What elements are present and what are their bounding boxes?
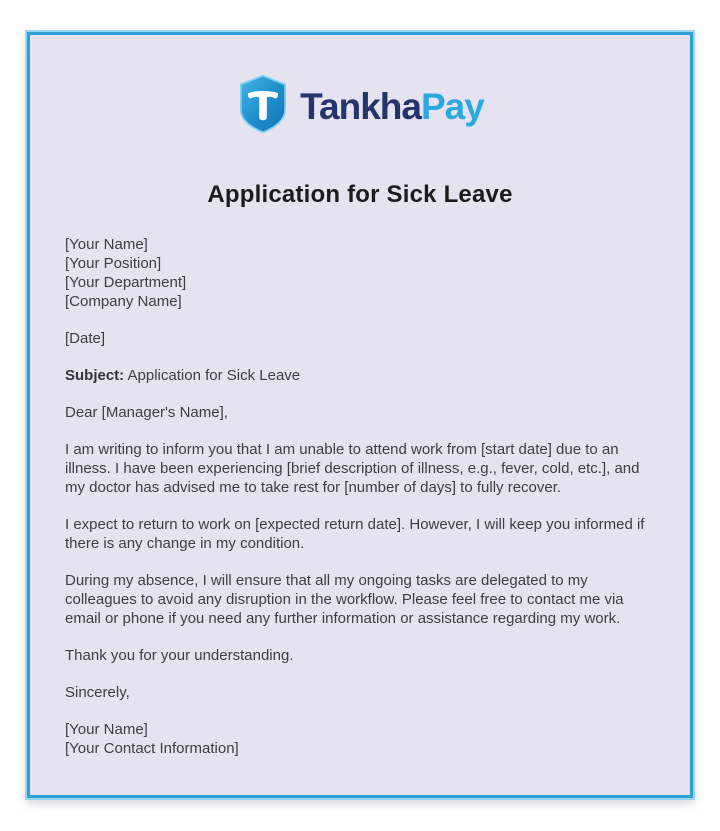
paragraph-1: I am writing to inform you that I am unable to attend work from [start date] due to an illness. I have been experiencing [brief description of illness, e.g., fever, cold, etc.], and my doctor has advised me to take rest for [number of days] to fully recover. [65,441,640,496]
date-line: [Date] [65,330,106,347]
signature-name: [Your Name] [65,721,148,738]
letter-body [65,235,655,758]
paragraph-2: I expect to return to work on [expected return date]. However, I will keep you informed if there is any change in my condition. [65,516,645,552]
sender-position: [Your Position] [65,255,162,272]
paragraph-3: During my absence, I will ensure that all my ongoing tasks are delegated to my colleagues to avoid any disruption in the workflow. Please feel free to contact me via email or phone if you need any further information or assistance regarding my work. [65,572,624,627]
subject-text: Application for Sick Leave [124,367,301,384]
brand-logo [65,73,655,135]
brand-wordmark [300,84,484,125]
signature-block [65,720,655,758]
closing-signoff: Sincerely, [65,684,130,701]
letter-card [27,32,693,798]
signature-contact: [Your Contact Information] [65,740,239,757]
sender-department: [Your Department] [65,274,187,291]
shield-t-icon [236,73,290,135]
subject-label: Subject: [65,367,125,384]
sender-block [65,235,655,311]
letter-title: Application for Sick Leave [207,181,513,208]
salutation: Dear [Manager's Name], [65,404,228,421]
subject-line [65,366,655,385]
brand-name-primary: Tankha [300,85,421,127]
sender-company: [Company Name] [65,293,182,310]
brand-name-secondary: Pay [420,85,484,127]
sender-name: [Your Name] [65,236,148,253]
closing-thanks: Thank you for your understanding. [65,647,294,664]
